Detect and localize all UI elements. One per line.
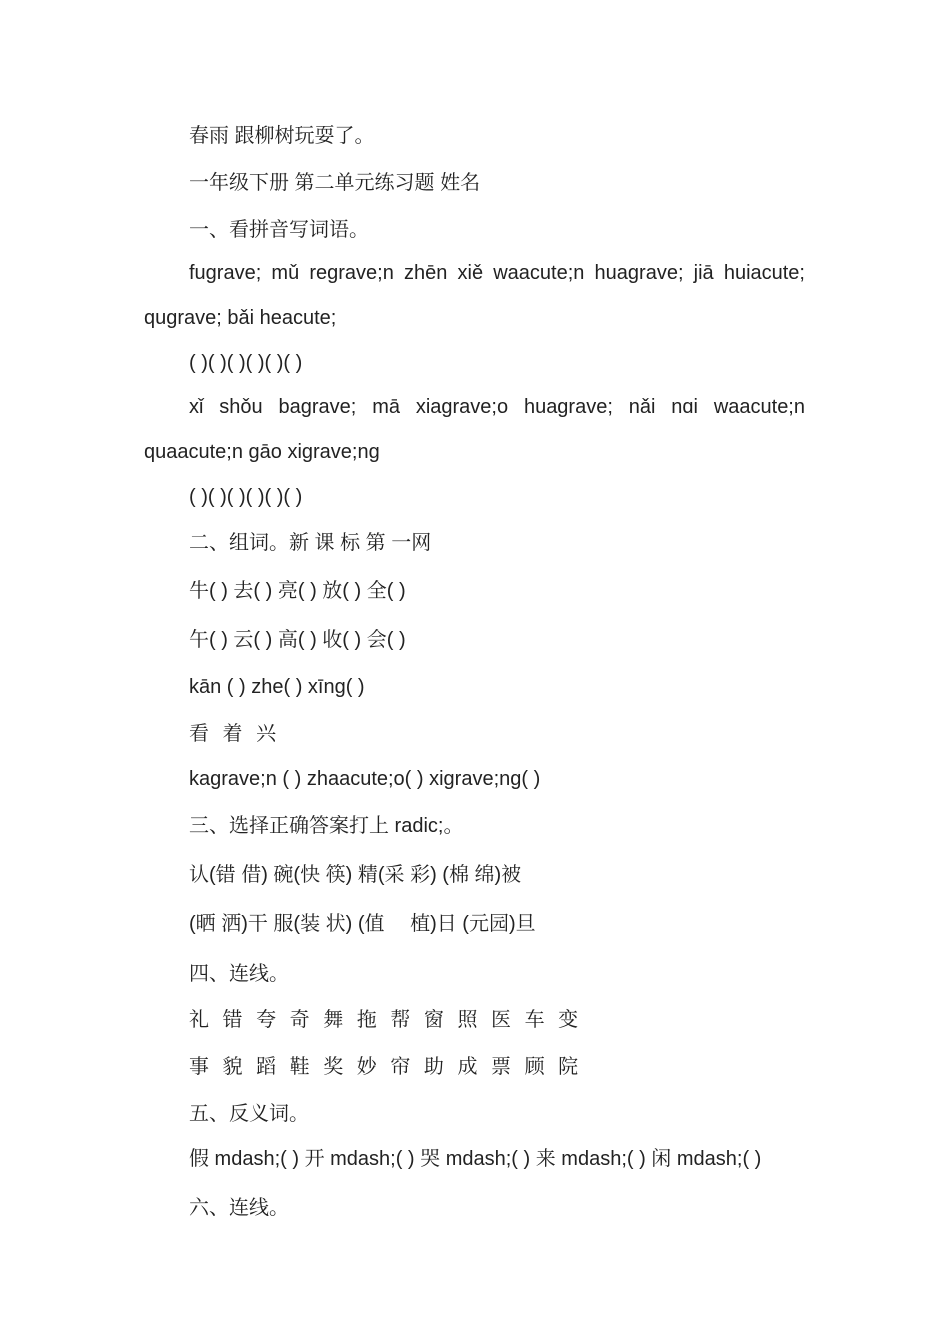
- worksheet-title: 一年级下册 第二单元练习题 姓名: [189, 172, 481, 194]
- section-2-heading: 二、组词。新 课 标 第 一网: [189, 532, 432, 554]
- word-group-row-2: 午( ) 云( ) 高( ) 收( ) 会( ): [189, 629, 406, 651]
- antonym-row: 假 mdash;( ) 开 mdash;( ) 哭 mdash;( ) 来 mdash;( ) 闲 mdash;( ): [189, 1148, 762, 1170]
- pinyin-line-2-continued: quaacute;n gāo xigrave;ng: [144, 441, 380, 463]
- section-1-heading: 一、看拼音写词语。: [189, 219, 369, 241]
- section-5-heading: 五、反义词。: [189, 1103, 309, 1125]
- pinyin-row-3: kān ( ) zhe( ) xīng( ): [189, 676, 365, 698]
- section-6-heading: 六、连线。: [189, 1197, 289, 1219]
- pinyin-line-1: fugrave; mǔ regrave;n zhēn xiě waacute;n huagrave; jiā huiacute;: [189, 262, 805, 284]
- character-row: 看 着 兴: [189, 723, 281, 745]
- section-4-heading: 四、连线。: [189, 963, 289, 985]
- matching-row-1: 礼 错 夸 奇 舞 拖 帮 窗 照 医 车 变: [189, 1009, 583, 1031]
- pinyin-row-4: kagrave;n ( ) zhaacute;o( ) xigrave;ng( ): [189, 768, 541, 790]
- answer-blanks-1: ( )( )( )( )( )( ): [189, 352, 303, 374]
- answer-blanks-2: ( )( )( )( )( )( ): [189, 486, 303, 508]
- pinyin-line-2: xǐ shǒu bagrave; mā xiagrave;o huagrave; nǎi nɑi waacute;n: [189, 396, 805, 418]
- section-3-heading: 三、选择正确答案打上 radic;。: [189, 815, 464, 837]
- word-group-row-1: 牛( ) 去( ) 亮( ) 放( ) 全( ): [189, 580, 406, 602]
- story-line: 春雨 跟柳树玩耍了。: [189, 125, 375, 147]
- matching-row-2: 事 貌 蹈 鞋 奖 妙 帘 助 成 票 顾 院: [189, 1056, 583, 1078]
- choice-row-1: 认(错 借) 碗(快 筷) 精(采 彩) (棉 绵)被: [189, 864, 522, 886]
- pinyin-line-1-continued: qugrave; bǎi heacute;: [144, 307, 337, 329]
- choice-row-2: (晒 洒)干 服(装 状) (值 植)日 (元园)旦: [189, 913, 536, 935]
